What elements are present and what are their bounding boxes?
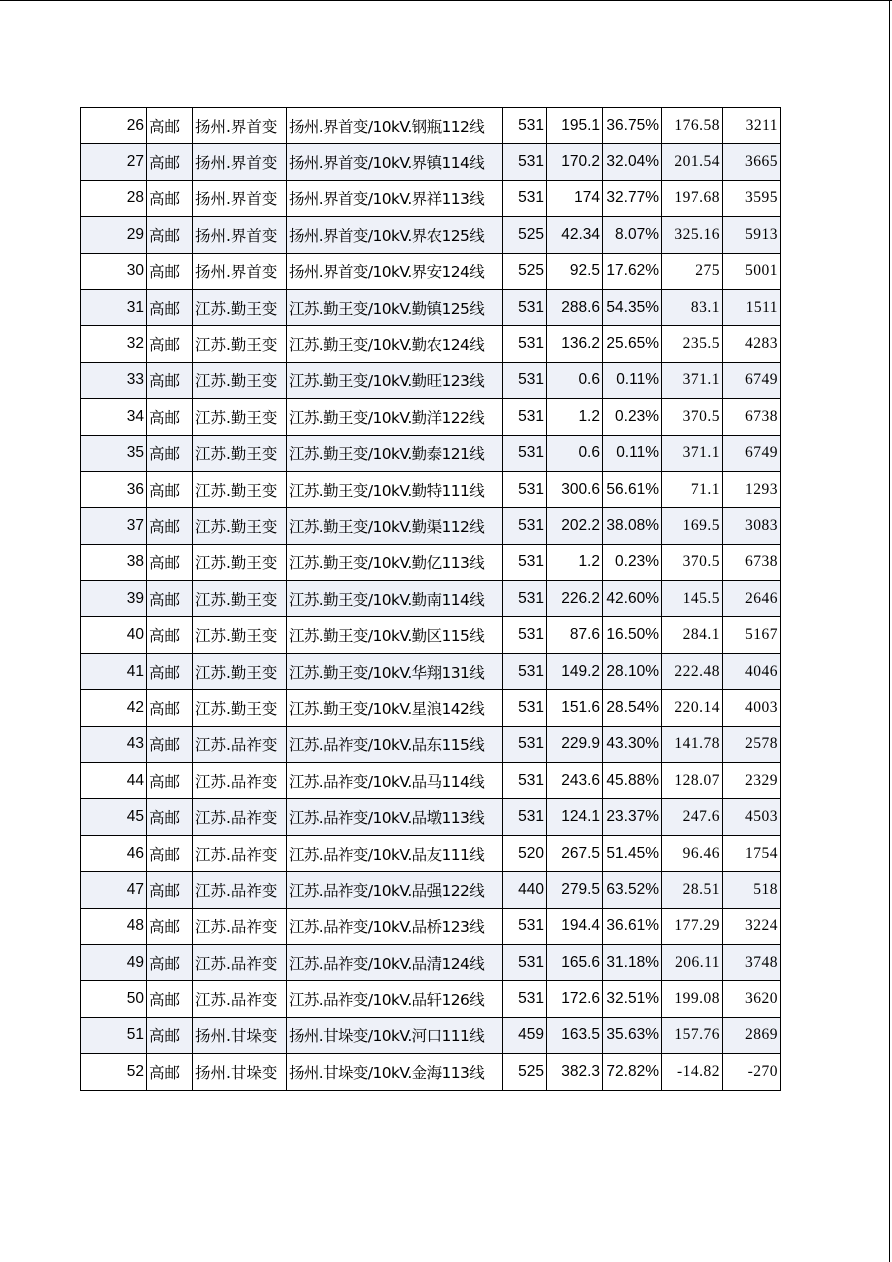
load-rate-cell: 16.50% xyxy=(603,617,662,653)
substation-cell: 扬州.甘垛变 xyxy=(193,1017,287,1053)
capacity-cell: 531 xyxy=(503,726,547,762)
district-cell: 高邮 xyxy=(147,908,193,944)
load-cell: 194.4 xyxy=(547,908,603,944)
substation-cell: 江苏.品祚变 xyxy=(193,799,287,835)
district-cell: 高邮 xyxy=(147,508,193,544)
feeder-line-cell: 江苏.品祚变/10kV.品东115线 xyxy=(287,726,503,762)
table-row xyxy=(81,581,781,617)
load-cell: 92.5 xyxy=(547,253,603,289)
remaining-capacity-cell: 177.29 xyxy=(662,908,723,944)
row-number-cell: 26 xyxy=(81,108,147,144)
table-row xyxy=(81,399,781,435)
substation-cell: 江苏.勤王变 xyxy=(193,326,287,362)
remaining-capacity-cell: 83.1 xyxy=(662,289,723,325)
page-top-border xyxy=(0,0,892,1)
district-cell: 高邮 xyxy=(147,763,193,799)
substation-cell: 江苏.勤王变 xyxy=(193,435,287,471)
available-value-cell: 2869 xyxy=(723,1017,781,1053)
load-cell: 202.2 xyxy=(547,508,603,544)
table-row xyxy=(81,217,781,253)
feeder-line-cell: 扬州.甘垛变/10kV.河口111线 xyxy=(287,1017,503,1053)
table-row xyxy=(81,508,781,544)
substation-cell: 江苏.品祚变 xyxy=(193,981,287,1017)
table-row xyxy=(81,471,781,507)
row-number-cell: 38 xyxy=(81,544,147,580)
substation-cell: 江苏.勤王变 xyxy=(193,289,287,325)
load-cell: 174 xyxy=(547,180,603,216)
district-cell: 高邮 xyxy=(147,435,193,471)
load-rate-cell: 36.75% xyxy=(603,108,662,144)
substation-cell: 江苏.品祚变 xyxy=(193,944,287,980)
available-value-cell: 2329 xyxy=(723,763,781,799)
remaining-capacity-cell: 96.46 xyxy=(662,835,723,871)
feeder-line-cell: 扬州.界首变/10kV.钢瓶112线 xyxy=(287,108,503,144)
capacity-cell: 531 xyxy=(503,653,547,689)
capacity-cell: 531 xyxy=(503,435,547,471)
remaining-capacity-cell: 235.5 xyxy=(662,326,723,362)
load-cell: 42.34 xyxy=(547,217,603,253)
load-cell: 87.6 xyxy=(547,617,603,653)
remaining-capacity-cell: 176.58 xyxy=(662,108,723,144)
capacity-cell: 525 xyxy=(503,253,547,289)
feeder-line-cell: 江苏.勤王变/10kV.勤特111线 xyxy=(287,471,503,507)
feeder-line-cell: 江苏.勤王变/10kV.勤旺123线 xyxy=(287,362,503,398)
remaining-capacity-cell: 370.5 xyxy=(662,544,723,580)
substation-cell: 江苏.品祚变 xyxy=(193,872,287,908)
substation-cell: 江苏.勤王变 xyxy=(193,653,287,689)
load-rate-cell: 36.61% xyxy=(603,908,662,944)
table-row xyxy=(81,289,781,325)
load-cell: 0.6 xyxy=(547,435,603,471)
load-rate-cell: 31.18% xyxy=(603,944,662,980)
capacity-cell: 531 xyxy=(503,399,547,435)
remaining-capacity-cell: 28.51 xyxy=(662,872,723,908)
substation-cell: 江苏.勤王变 xyxy=(193,690,287,726)
load-rate-cell: 25.65% xyxy=(603,326,662,362)
available-value-cell: 6749 xyxy=(723,435,781,471)
available-value-cell: 4283 xyxy=(723,326,781,362)
capacity-cell: 531 xyxy=(503,508,547,544)
load-cell: 229.9 xyxy=(547,726,603,762)
row-number-cell: 40 xyxy=(81,617,147,653)
capacity-cell: 531 xyxy=(503,799,547,835)
feeder-line-cell: 江苏.品祚变/10kV.品轩126线 xyxy=(287,981,503,1017)
feeder-line-cell: 扬州.界首变/10kV.界镇114线 xyxy=(287,144,503,180)
substation-cell: 扬州.甘垛变 xyxy=(193,1054,287,1090)
remaining-capacity-cell: -14.82 xyxy=(662,1054,723,1090)
load-rate-cell: 63.52% xyxy=(603,872,662,908)
feeder-line-cell: 江苏.勤王变/10kV.勤镇125线 xyxy=(287,289,503,325)
district-cell: 高邮 xyxy=(147,617,193,653)
substation-cell: 江苏.勤王变 xyxy=(193,362,287,398)
capacity-cell: 531 xyxy=(503,471,547,507)
capacity-cell: 531 xyxy=(503,144,547,180)
load-cell: 151.6 xyxy=(547,690,603,726)
row-number-cell: 44 xyxy=(81,763,147,799)
load-cell: 124.1 xyxy=(547,799,603,835)
district-cell: 高邮 xyxy=(147,144,193,180)
table-row xyxy=(81,653,781,689)
load-rate-cell: 32.51% xyxy=(603,981,662,1017)
remaining-capacity-cell: 222.48 xyxy=(662,653,723,689)
load-rate-cell: 32.04% xyxy=(603,144,662,180)
substation-cell: 江苏.勤王变 xyxy=(193,544,287,580)
remaining-capacity-cell: 141.78 xyxy=(662,726,723,762)
remaining-capacity-cell: 371.1 xyxy=(662,435,723,471)
district-cell: 高邮 xyxy=(147,799,193,835)
capacity-cell: 531 xyxy=(503,289,547,325)
available-value-cell: 6738 xyxy=(723,399,781,435)
district-cell: 高邮 xyxy=(147,108,193,144)
load-cell: 172.6 xyxy=(547,981,603,1017)
remaining-capacity-cell: 284.1 xyxy=(662,617,723,653)
load-rate-cell: 43.30% xyxy=(603,726,662,762)
load-rate-cell: 8.07% xyxy=(603,217,662,253)
available-value-cell: 6738 xyxy=(723,544,781,580)
table-row xyxy=(81,108,781,144)
substation-cell: 江苏.勤王变 xyxy=(193,617,287,653)
feeder-line-cell: 江苏.勤王变/10kV.勤亿113线 xyxy=(287,544,503,580)
table-row xyxy=(81,144,781,180)
district-cell: 高邮 xyxy=(147,544,193,580)
district-cell: 高邮 xyxy=(147,217,193,253)
available-value-cell: 3748 xyxy=(723,944,781,980)
load-rate-cell: 72.82% xyxy=(603,1054,662,1090)
capacity-cell: 531 xyxy=(503,544,547,580)
row-number-cell: 49 xyxy=(81,944,147,980)
remaining-capacity-cell: 325.16 xyxy=(662,217,723,253)
substation-cell: 江苏.勤王变 xyxy=(193,508,287,544)
load-rate-cell: 56.61% xyxy=(603,471,662,507)
row-number-cell: 32 xyxy=(81,326,147,362)
load-cell: 288.6 xyxy=(547,289,603,325)
capacity-cell: 531 xyxy=(503,981,547,1017)
district-cell: 高邮 xyxy=(147,690,193,726)
row-number-cell: 33 xyxy=(81,362,147,398)
load-rate-cell: 54.35% xyxy=(603,289,662,325)
table-row xyxy=(81,1054,781,1090)
remaining-capacity-cell: 206.11 xyxy=(662,944,723,980)
remaining-capacity-cell: 157.76 xyxy=(662,1017,723,1053)
table-body xyxy=(81,108,781,1091)
row-number-cell: 41 xyxy=(81,653,147,689)
feeder-line-cell: 江苏.勤王变/10kV.星浪142线 xyxy=(287,690,503,726)
row-number-cell: 31 xyxy=(81,289,147,325)
load-rate-cell: 0.11% xyxy=(603,362,662,398)
substation-cell: 江苏.品祚变 xyxy=(193,835,287,871)
load-cell: 1.2 xyxy=(547,399,603,435)
table-row xyxy=(81,617,781,653)
substation-cell: 扬州.界首变 xyxy=(193,217,287,253)
remaining-capacity-cell: 247.6 xyxy=(662,799,723,835)
table-row xyxy=(81,799,781,835)
remaining-capacity-cell: 199.08 xyxy=(662,981,723,1017)
district-cell: 高邮 xyxy=(147,362,193,398)
load-cell: 149.2 xyxy=(547,653,603,689)
district-cell: 高邮 xyxy=(147,872,193,908)
district-cell: 高邮 xyxy=(147,981,193,1017)
district-cell: 高邮 xyxy=(147,399,193,435)
available-value-cell: 5167 xyxy=(723,617,781,653)
available-value-cell: 4046 xyxy=(723,653,781,689)
table-row xyxy=(81,1017,781,1053)
feeder-load-table xyxy=(80,107,781,1091)
feeder-line-cell: 扬州.界首变/10kV.界农125线 xyxy=(287,217,503,253)
load-rate-cell: 32.77% xyxy=(603,180,662,216)
capacity-cell: 531 xyxy=(503,690,547,726)
available-value-cell: 5001 xyxy=(723,253,781,289)
load-rate-cell: 0.23% xyxy=(603,399,662,435)
table-row xyxy=(81,326,781,362)
capacity-cell: 440 xyxy=(503,872,547,908)
district-cell: 高邮 xyxy=(147,1054,193,1090)
row-number-cell: 43 xyxy=(81,726,147,762)
load-rate-cell: 0.23% xyxy=(603,544,662,580)
remaining-capacity-cell: 128.07 xyxy=(662,763,723,799)
load-cell: 0.6 xyxy=(547,362,603,398)
capacity-cell: 520 xyxy=(503,835,547,871)
district-cell: 高邮 xyxy=(147,653,193,689)
row-number-cell: 27 xyxy=(81,144,147,180)
row-number-cell: 52 xyxy=(81,1054,147,1090)
row-number-cell: 35 xyxy=(81,435,147,471)
substation-cell: 江苏.品祚变 xyxy=(193,908,287,944)
load-cell: 267.5 xyxy=(547,835,603,871)
load-cell: 136.2 xyxy=(547,326,603,362)
load-cell: 170.2 xyxy=(547,144,603,180)
load-cell: 165.6 xyxy=(547,944,603,980)
table-row xyxy=(81,872,781,908)
remaining-capacity-cell: 275 xyxy=(662,253,723,289)
load-rate-cell: 35.63% xyxy=(603,1017,662,1053)
feeder-line-cell: 扬州.界首变/10kV.界安124线 xyxy=(287,253,503,289)
table-row xyxy=(81,544,781,580)
row-number-cell: 45 xyxy=(81,799,147,835)
load-rate-cell: 42.60% xyxy=(603,581,662,617)
available-value-cell: 3211 xyxy=(723,108,781,144)
capacity-cell: 525 xyxy=(503,1054,547,1090)
capacity-cell: 531 xyxy=(503,944,547,980)
row-number-cell: 48 xyxy=(81,908,147,944)
capacity-cell: 531 xyxy=(503,180,547,216)
capacity-cell: 531 xyxy=(503,326,547,362)
table-row xyxy=(81,726,781,762)
row-number-cell: 42 xyxy=(81,690,147,726)
substation-cell: 江苏.品祚变 xyxy=(193,726,287,762)
capacity-cell: 531 xyxy=(503,908,547,944)
remaining-capacity-cell: 169.5 xyxy=(662,508,723,544)
substation-cell: 江苏.勤王变 xyxy=(193,399,287,435)
feeder-line-cell: 江苏.勤王变/10kV.勤南114线 xyxy=(287,581,503,617)
remaining-capacity-cell: 71.1 xyxy=(662,471,723,507)
available-value-cell: 1754 xyxy=(723,835,781,871)
capacity-cell: 531 xyxy=(503,763,547,799)
table-row xyxy=(81,253,781,289)
substation-cell: 扬州.界首变 xyxy=(193,253,287,289)
load-rate-cell: 45.88% xyxy=(603,763,662,799)
row-number-cell: 34 xyxy=(81,399,147,435)
load-rate-cell: 17.62% xyxy=(603,253,662,289)
district-cell: 高邮 xyxy=(147,835,193,871)
capacity-cell: 531 xyxy=(503,108,547,144)
district-cell: 高邮 xyxy=(147,1017,193,1053)
load-rate-cell: 38.08% xyxy=(603,508,662,544)
capacity-cell: 525 xyxy=(503,217,547,253)
district-cell: 高邮 xyxy=(147,471,193,507)
load-rate-cell: 28.54% xyxy=(603,690,662,726)
feeder-line-cell: 扬州.界首变/10kV.界祥113线 xyxy=(287,180,503,216)
feeder-line-cell: 江苏.品祚变/10kV.品马114线 xyxy=(287,763,503,799)
substation-cell: 扬州.界首变 xyxy=(193,180,287,216)
table-row xyxy=(81,690,781,726)
remaining-capacity-cell: 145.5 xyxy=(662,581,723,617)
feeder-line-cell: 江苏.勤王变/10kV.华翔131线 xyxy=(287,653,503,689)
row-number-cell: 37 xyxy=(81,508,147,544)
feeder-line-cell: 江苏.勤王变/10kV.勤泰121线 xyxy=(287,435,503,471)
feeder-line-cell: 江苏.勤王变/10kV.勤渠112线 xyxy=(287,508,503,544)
available-value-cell: 3595 xyxy=(723,180,781,216)
remaining-capacity-cell: 370.5 xyxy=(662,399,723,435)
row-number-cell: 46 xyxy=(81,835,147,871)
load-rate-cell: 28.10% xyxy=(603,653,662,689)
substation-cell: 江苏.品祚变 xyxy=(193,763,287,799)
load-cell: 1.2 xyxy=(547,544,603,580)
feeder-line-cell: 江苏.勤王变/10kV.勤区115线 xyxy=(287,617,503,653)
load-rate-cell: 23.37% xyxy=(603,799,662,835)
table-row xyxy=(81,763,781,799)
row-number-cell: 29 xyxy=(81,217,147,253)
district-cell: 高邮 xyxy=(147,289,193,325)
available-value-cell: 5913 xyxy=(723,217,781,253)
row-number-cell: 47 xyxy=(81,872,147,908)
load-cell: 382.3 xyxy=(547,1054,603,1090)
available-value-cell: 1511 xyxy=(723,289,781,325)
remaining-capacity-cell: 201.54 xyxy=(662,144,723,180)
district-cell: 高邮 xyxy=(147,944,193,980)
table-row xyxy=(81,180,781,216)
row-number-cell: 30 xyxy=(81,253,147,289)
table-row xyxy=(81,981,781,1017)
load-cell: 226.2 xyxy=(547,581,603,617)
substation-cell: 江苏.勤王变 xyxy=(193,471,287,507)
available-value-cell: -270 xyxy=(723,1054,781,1090)
feeder-line-cell: 江苏.勤王变/10kV.勤农124线 xyxy=(287,326,503,362)
row-number-cell: 39 xyxy=(81,581,147,617)
available-value-cell: 4003 xyxy=(723,690,781,726)
capacity-cell: 459 xyxy=(503,1017,547,1053)
available-value-cell: 2578 xyxy=(723,726,781,762)
available-value-cell: 3224 xyxy=(723,908,781,944)
table-row xyxy=(81,908,781,944)
feeder-line-cell: 江苏.勤王变/10kV.勤洋122线 xyxy=(287,399,503,435)
substation-cell: 江苏.勤王变 xyxy=(193,581,287,617)
available-value-cell: 1293 xyxy=(723,471,781,507)
row-number-cell: 36 xyxy=(81,471,147,507)
load-cell: 279.5 xyxy=(547,872,603,908)
capacity-cell: 531 xyxy=(503,581,547,617)
load-cell: 243.6 xyxy=(547,763,603,799)
feeder-line-cell: 扬州.甘垛变/10kV.金海113线 xyxy=(287,1054,503,1090)
remaining-capacity-cell: 371.1 xyxy=(662,362,723,398)
district-cell: 高邮 xyxy=(147,180,193,216)
remaining-capacity-cell: 220.14 xyxy=(662,690,723,726)
load-rate-cell: 0.11% xyxy=(603,435,662,471)
feeder-line-cell: 江苏.品祚变/10kV.品强122线 xyxy=(287,872,503,908)
available-value-cell: 518 xyxy=(723,872,781,908)
load-rate-cell: 51.45% xyxy=(603,835,662,871)
feeder-line-cell: 江苏.品祚变/10kV.品桥123线 xyxy=(287,908,503,944)
available-value-cell: 3665 xyxy=(723,144,781,180)
feeder-line-cell: 江苏.品祚变/10kV.品清124线 xyxy=(287,944,503,980)
substation-cell: 扬州.界首变 xyxy=(193,108,287,144)
feeder-line-cell: 江苏.品祚变/10kV.品友111线 xyxy=(287,835,503,871)
district-cell: 高邮 xyxy=(147,326,193,362)
page-right-border xyxy=(889,0,890,1262)
table-row xyxy=(81,435,781,471)
district-cell: 高邮 xyxy=(147,726,193,762)
available-value-cell: 3620 xyxy=(723,981,781,1017)
load-cell: 195.1 xyxy=(547,108,603,144)
available-value-cell: 4503 xyxy=(723,799,781,835)
row-number-cell: 50 xyxy=(81,981,147,1017)
available-value-cell: 3083 xyxy=(723,508,781,544)
table-row xyxy=(81,362,781,398)
load-cell: 300.6 xyxy=(547,471,603,507)
substation-cell: 扬州.界首变 xyxy=(193,144,287,180)
load-cell: 163.5 xyxy=(547,1017,603,1053)
table-row xyxy=(81,835,781,871)
capacity-cell: 531 xyxy=(503,617,547,653)
feeder-line-cell: 江苏.品祚变/10kV.品墩113线 xyxy=(287,799,503,835)
district-cell: 高邮 xyxy=(147,581,193,617)
row-number-cell: 51 xyxy=(81,1017,147,1053)
district-cell: 高邮 xyxy=(147,253,193,289)
remaining-capacity-cell: 197.68 xyxy=(662,180,723,216)
available-value-cell: 2646 xyxy=(723,581,781,617)
table-row xyxy=(81,944,781,980)
available-value-cell: 6749 xyxy=(723,362,781,398)
row-number-cell: 28 xyxy=(81,180,147,216)
capacity-cell: 531 xyxy=(503,362,547,398)
